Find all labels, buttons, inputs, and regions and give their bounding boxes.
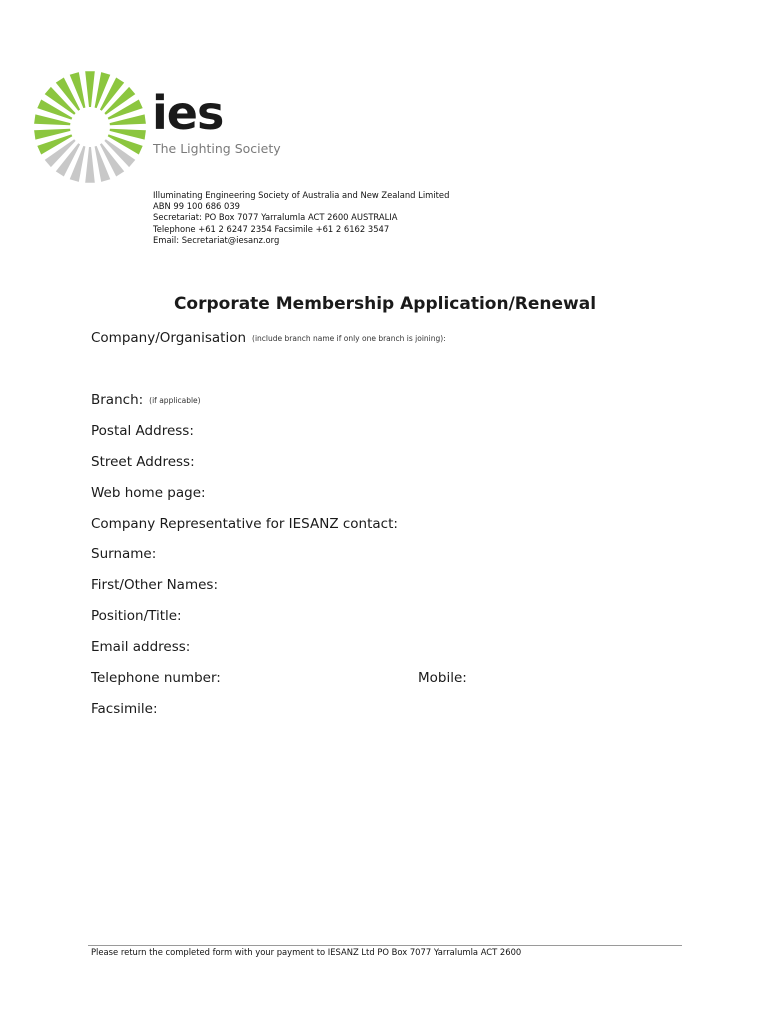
web-home-page-label: Web home page: xyxy=(91,485,206,501)
email-address-field[interactable] xyxy=(91,639,190,655)
postal-address-field[interactable] xyxy=(91,423,194,439)
logo-ray xyxy=(85,147,95,183)
mobile-label: Mobile: xyxy=(418,670,467,686)
org-legal-name: Illuminating Engineering Society of Australia and New Zealand Limited xyxy=(153,190,450,200)
company-label: Company/Organisation xyxy=(91,330,247,346)
org-secretariat: Secretariat: PO Box 7077 Yarralumla ACT 2600 AUSTRALIA xyxy=(153,212,398,223)
branch-field[interactable] xyxy=(91,392,201,408)
branch-hint: (if applicable) xyxy=(149,396,201,405)
street-address-label: Street Address: xyxy=(91,454,195,470)
web-home-page-field[interactable] xyxy=(91,485,206,501)
street-address-field[interactable] xyxy=(91,454,195,470)
brand-name: ies xyxy=(152,86,224,140)
org-email: Email: Secretariat@iesanz.org xyxy=(153,234,280,245)
position-title-field[interactable] xyxy=(91,608,182,624)
brand-tagline: The Lighting Society xyxy=(153,141,281,156)
postal-address-label: Postal Address: xyxy=(91,423,194,439)
first-other-names-field[interactable] xyxy=(91,577,218,593)
footer-note: Please return the completed form with your payment to IESANZ Ltd PO Box 7077 Yarralumla ACT 2600 xyxy=(91,947,522,957)
company-field[interactable] xyxy=(91,330,446,346)
footer-divider xyxy=(88,945,682,946)
surname-field[interactable] xyxy=(91,546,156,562)
first-other-names-label: First/Other Names: xyxy=(91,577,218,593)
facsimile-field[interactable] xyxy=(91,701,158,717)
telephone-number-field[interactable] xyxy=(91,670,221,686)
branch-label: Branch: xyxy=(91,392,144,408)
logo-ray xyxy=(85,71,95,107)
position-title-label: Position/Title: xyxy=(91,608,182,624)
form-title: Corporate Membership Application/Renewal xyxy=(173,294,597,314)
company-hint: (include branch name if only one branch is joining): xyxy=(252,334,446,343)
ies-sunburst-logo xyxy=(30,62,150,192)
mobile-field[interactable] xyxy=(418,670,467,686)
company-rep-label: Company Representative for IESANZ contact: xyxy=(91,516,398,532)
email-address-label: Email address: xyxy=(91,639,191,655)
company-rep-heading xyxy=(91,516,398,532)
facsimile-label: Facsimile: xyxy=(91,701,158,717)
org-abn: ABN 99 100 686 039 xyxy=(153,201,241,212)
telephone-number-label: Telephone number: xyxy=(91,670,221,686)
org-info xyxy=(153,190,449,246)
surname-label: Surname: xyxy=(91,546,157,562)
org-phone-fax: Telephone +61 2 6247 2354 Facsimile +61 2 6162 3547 xyxy=(153,223,390,234)
